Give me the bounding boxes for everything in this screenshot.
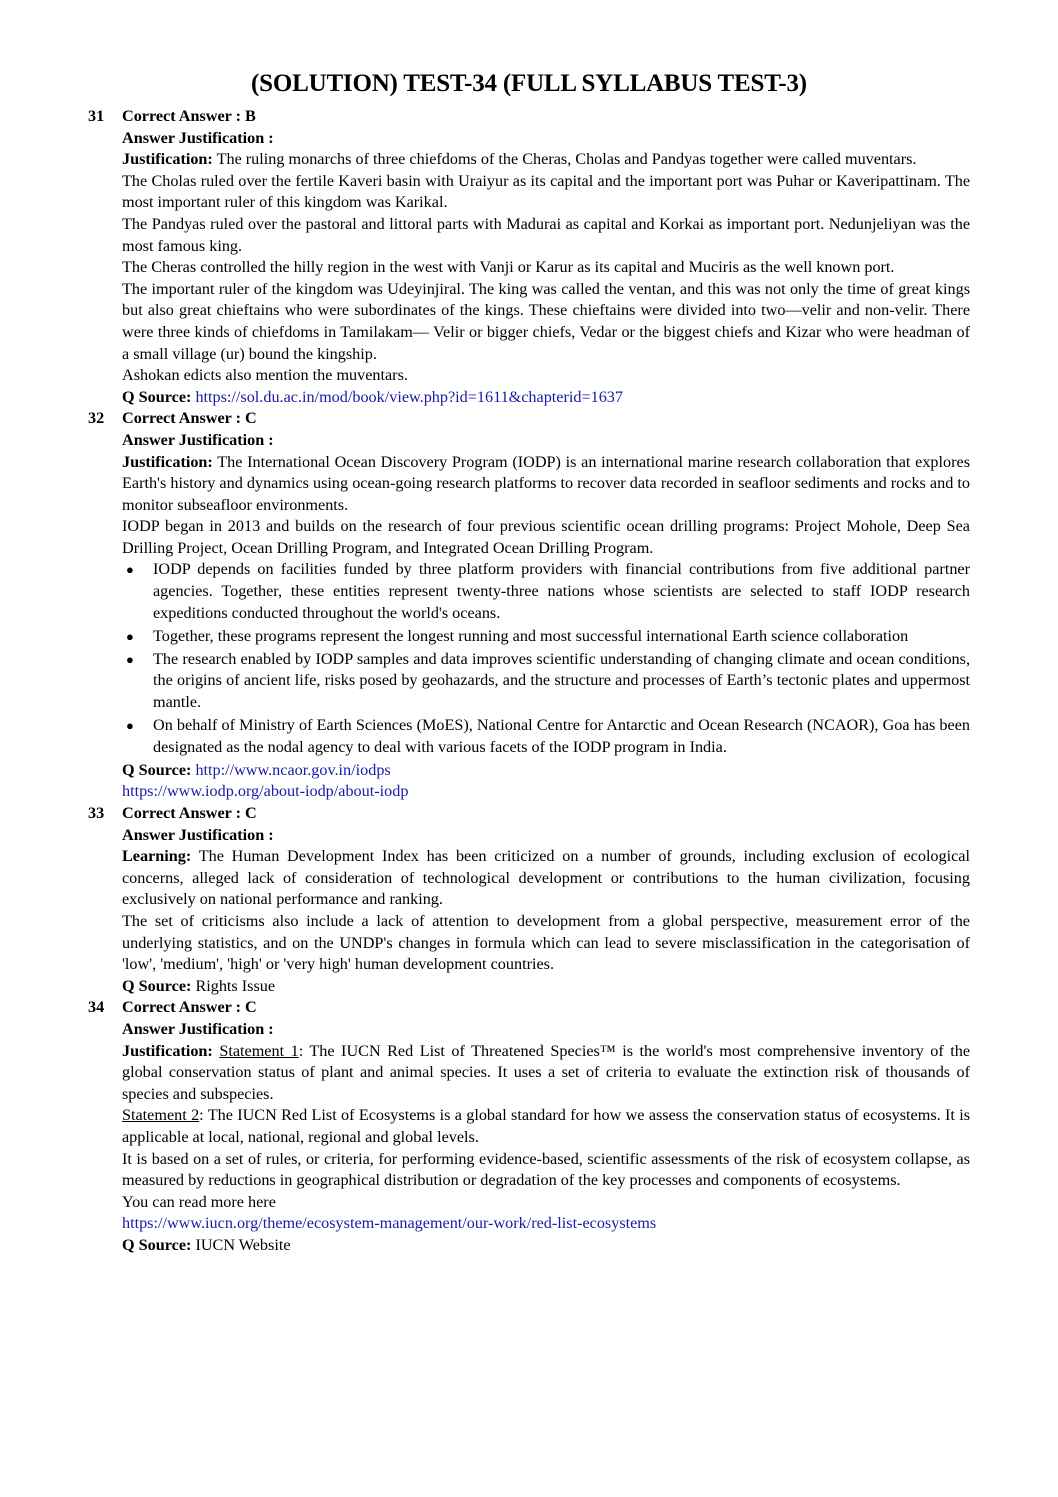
q-source-line — [122, 1235, 970, 1257]
bullet-text: Together, these programs represent the longest running and most successful international Earth science collaboration — [153, 626, 909, 645]
statement-2-text: : The IUCN Red List of Ecosystems is a global standard for how we assess the conservation status of ecosystems. It is applicable at local, national, regional and global levels. — [122, 1106, 971, 1146]
bullet-icon: ● — [126, 628, 134, 644]
correct-answer-value: C — [245, 409, 257, 428]
answer-justification-heading: Answer Justification : — [122, 128, 274, 147]
read-more-link-line — [122, 1213, 970, 1235]
correct-answer-value: B — [245, 107, 256, 125]
bullet-item — [122, 559, 970, 624]
paragraph: The Cheras controlled the hilly region in the west with Vanji or Karur as its capital and Muciris as the well known port. — [122, 258, 895, 277]
q-source-line — [122, 760, 970, 782]
paragraph: The Cholas ruled over the fertile Kaveri basin with Uraiyur as its capital and the important port was Puhar or Kaveripattinam. The most important ruler of this kingdom was Karikal. — [122, 171, 970, 212]
q-source-line-2 — [122, 781, 970, 803]
justification-label: Justification: — [122, 1041, 213, 1060]
paragraph: The set of criticisms also include a lack of attention to development from a global perspective, measurement error of the underlying statistics, and on the UNDP's changes in formula which can lead to severe misclassification in the categorisation of 'low', 'medium', 'high' or 'very high' human development countries. — [122, 911, 970, 974]
question-number: 32 — [88, 409, 105, 428]
bullet-text: On behalf of Ministry of Earth Sciences (MoES), National Centre for Antarctic and Ocean Research (NCAOR), Goa has been designated as the nodal agency to deal with various facets of the IODP program in India. — [153, 716, 970, 756]
statement-1-text: : The IUCN Red List of Threatened Species™ is the world's most comprehensive inventory of the global conservation status of plant and animal species. It uses a set of criteria to evaluate the extinction risk of thousands of species and subspecies. — [122, 1041, 971, 1103]
bullet-icon: ● — [126, 562, 134, 578]
source-link[interactable]: https://sol.du.ac.in/mod/book/view.php?id=1611&chapterid=1637 — [195, 387, 623, 406]
source-link[interactable]: http://www.ncaor.gov.in/iodps — [195, 760, 391, 779]
correct-answer-line — [88, 997, 970, 1019]
statement-1-label: Statement 1 — [219, 1041, 299, 1060]
read-more-text: You can read more here — [122, 1192, 276, 1211]
correct-answer-line — [88, 803, 970, 825]
justification-label: Justification: — [122, 452, 213, 471]
source-text: IUCN Website — [191, 1235, 291, 1254]
justification-text: The ruling monarchs of three chiefdoms of the Cheras, Cholas and Pandyas together were called muventars. — [212, 150, 917, 169]
paragraph: The important ruler of the kingdom was Udeyinjiral. The king was called the ventan, and this was not only the time of great kings but also great chieftains who were subordinates of the kings. These chieftains were divided into two—velir and non-velir. There were three kinds of chiefdoms in Tamilakam— Velir or bigger chiefs, Vedar or the biggest chiefs and Kizar who were headman of a small village (ur) bound the kingship. — [122, 279, 970, 363]
q-source-label: Q Source: — [122, 976, 192, 995]
read-more-link[interactable]: https://www.iucn.org/theme/ecosystem-management/our-work/red-list-ecosystems — [122, 1214, 657, 1233]
question-number: 33 — [88, 804, 105, 822]
justification-paragraph — [122, 149, 970, 171]
correct-answer-line — [88, 106, 970, 128]
correct-answer-label: Correct Answer : — [122, 998, 246, 1017]
bullet-text: The research enabled by IODP samples and data improves scientific understanding of changing climate and ocean conditions, the origins of ancient life, risks posed by geohazards, and the structure and processes of Earth’s tectonic plates and uppermost mantle. — [153, 649, 970, 712]
bullet-item — [122, 715, 970, 758]
question-31 — [88, 106, 970, 408]
q-source-label: Q Source: — [122, 760, 192, 779]
solutions-content — [88, 106, 970, 1256]
source-link[interactable]: https://www.iodp.org/about-iodp/about-iodp — [122, 782, 409, 801]
page-title: (SOLUTION) TEST-34 (FULL SYLLABUS TEST-3) — [251, 70, 807, 97]
correct-answer-label: Correct Answer : — [122, 804, 246, 822]
q-source-label: Q Source: — [122, 387, 192, 406]
answer-justification-heading: Answer Justification : — [122, 430, 274, 449]
correct-answer-value: C — [245, 804, 257, 822]
correct-answer-line — [88, 408, 970, 430]
source-text: Rights Issue — [191, 976, 276, 995]
justification-label: Justification: — [122, 150, 213, 169]
paragraph: Ashokan edicts also mention the muventars. — [122, 366, 408, 385]
bullet-icon: ● — [126, 651, 134, 667]
statement-2-label: Statement 2 — [122, 1106, 200, 1125]
correct-answer-label: Correct Answer : — [122, 107, 246, 125]
bullet-text: IODP depends on facilities funded by three platform providers with financial contributions from five additional partner agencies. Together, these entities represent twenty-three nations whose scientists are selected to staff IODP research expeditions conducted throughout the world's oceans. — [153, 560, 970, 622]
learning-label: Learning: — [122, 847, 192, 866]
q-source-label: Q Source: — [122, 1235, 192, 1254]
question-34 — [88, 997, 970, 1256]
question-number: 34 — [88, 998, 105, 1017]
question-32 — [88, 408, 970, 803]
bullet-item — [122, 626, 970, 648]
question-number: 31 — [88, 107, 105, 125]
paragraph: The Pandyas ruled over the pastoral and littoral parts with Madurai as capital and Korkai as important port. Nedunjeliyan was the most famous king. — [122, 214, 970, 255]
learning-paragraph — [122, 846, 970, 911]
correct-answer-label: Correct Answer : — [122, 409, 246, 428]
bullet-list — [122, 559, 970, 758]
q-source-line — [122, 387, 970, 409]
justification-paragraph — [122, 452, 970, 517]
question-33 — [88, 803, 970, 997]
correct-answer-value: C — [245, 998, 257, 1017]
statement-2-paragraph — [122, 1105, 970, 1148]
justification-paragraph — [122, 1041, 970, 1106]
justification-text: The International Ocean Discovery Program (IODP) is an international marine research collaboration that explores Earth's history and dynamics using ocean-going research platforms to recover data recorded in seafloor sediments and rocks and to monitor subseafloor environments. — [122, 452, 970, 514]
paragraph: It is based on a set of rules, or criteria, for performing evidence-based, scientific assessments of the risk of ecosystem collapse, as measured by reductions in geographical distribution or degradation of the key processes and components of ecosystems. — [122, 1149, 970, 1190]
paragraph: IODP began in 2013 and builds on the research of four previous scientific ocean drilling programs: Project Mohole, Deep Sea Drilling Project, Ocean Drilling Program, and Integrated Ocean Drilling Program. — [122, 517, 970, 557]
learning-text: The Human Development Index has been criticized on a number of grounds, including exclusion of ecological concerns, alleged lack of consideration of technological development or contributions to the human civilization, focusing exclusively on national performance and ranking. — [122, 847, 970, 909]
q-source-line — [122, 976, 970, 998]
bullet-item — [122, 649, 970, 714]
answer-justification-heading: Answer Justification : — [122, 1019, 274, 1038]
answer-justification-heading: Answer Justification : — [122, 825, 274, 844]
bullet-icon: ● — [126, 718, 134, 734]
